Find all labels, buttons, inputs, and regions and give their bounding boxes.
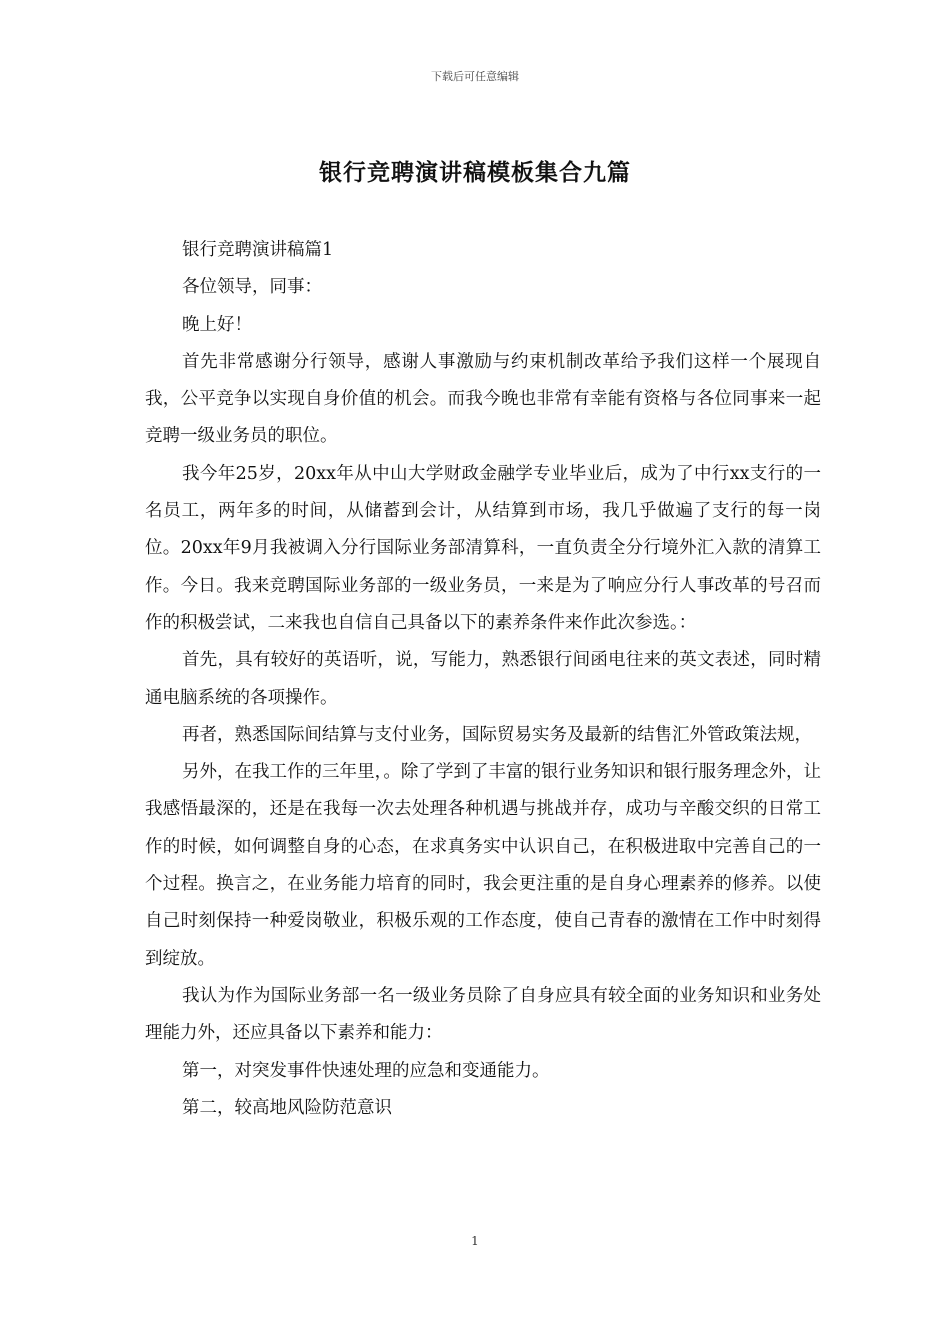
header-note: 下载后可任意编辑 <box>431 70 519 83</box>
paragraph: 第二，较高地风险防范意识 <box>182 1097 392 1118</box>
paragraph: 再者，熟悉国际间结算与支付业务，国际贸易实务及最新的结售汇外管政策法规， <box>182 724 812 745</box>
salutation: 各位领导，同事： <box>182 277 322 298</box>
paragraph: 另外，在我工作的三年里，。除了学到了丰富的银行业务知识和银行服务理念外，让我感悟最深的，还是在我每一次去处理各种机遇与挑战并存，成功与辛酸交织的日常工作的时候，如何调整自身的心态，在求真务实中认识自己，在积极进取中完善自己的一个过程。换言之，在业务能力培育的同时，我会更注重的是自身心理素养的修养。以使自己时刻保持一种爱岗敬业，积极乐观的工作态度，使自己青春的激情在工作中时刻得到绽放。 <box>145 762 821 969</box>
paragraph: 我认为作为国际业务部一名一级业务员除了自身应具有较全面的业务知识和业务处理能力外，还应具备以下素养和能力： <box>145 985 821 1044</box>
paragraph: 我今年25岁，20xx年从中山大学财政金融学专业毕业后，成为了中行xx支行的一名员工，两年多的时间，从储蓄到会计，从结算到市场，我几乎做遍了支行的每一岗位。20xx年9月我被调入分行国际业务部清算科，一直负责全分行境外汇入款的清算工作。今日。我来竞聘国际业务部的一级业务员，一来是为了响应分行人事改革的号召而作的积极尝试，二来我也自信自己具备以下的素养条件来作此次参选。： <box>145 463 821 633</box>
paragraph: 首先非常感谢分行领导，感谢人事激励与约束机制改革给予我们这样一个展现自我，公平竞争以实现自身价值的机会。而我今晚也非常有幸能有资格与各位同事来一起竞聘一级业务员的职位。 <box>145 351 821 447</box>
paragraph: 首先，具有较好的英语听，说，写能力，熟悉银行间函电往来的英文表述，同时精通电脑系统的各项操作。 <box>145 650 821 708</box>
page-number: 1 <box>471 1234 479 1248</box>
section-heading: 银行竞聘演讲稿篇1 <box>182 240 334 260</box>
greeting: 晚上好！ <box>182 314 252 335</box>
paragraph: 第一，对突发事件快速处理的应急和变通能力。 <box>182 1060 550 1081</box>
document-title: 银行竞聘演讲稿模板集合九篇 <box>319 160 631 186</box>
document-body <box>145 232 821 1127</box>
